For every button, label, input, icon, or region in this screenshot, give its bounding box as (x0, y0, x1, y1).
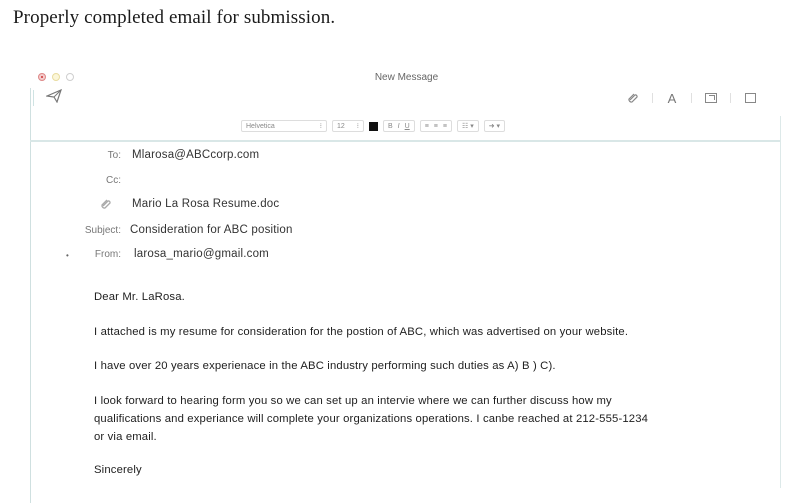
chevron-updown-icon: ⁝ (319, 123, 322, 130)
list-icon: ☷ ▾ (461, 123, 474, 130)
to-label: To: (107, 150, 121, 161)
photo-browser-button[interactable] (696, 90, 726, 106)
indent-button[interactable] (484, 120, 505, 132)
font-size-value: 12 (337, 122, 345, 130)
to-field[interactable]: Mlarosa@ABCcorp.com (132, 149, 260, 161)
from-account-select[interactable]: larosa_mario@gmail.com (134, 248, 269, 260)
attach-button[interactable] (618, 90, 648, 106)
indent-arrow-icon: ➜ ▾ (488, 123, 501, 130)
underline-button[interactable]: U (404, 122, 410, 130)
cc-label: Cc: (106, 175, 121, 186)
align-center-button[interactable]: ≡ (433, 122, 438, 130)
font-family-select[interactable] (241, 120, 327, 132)
from-account-bullet: • (66, 251, 69, 260)
body-paragraph-3-line-2: qualifications and experiance will complete your organizations operations. I canbe reached at 212-555-1234 (94, 413, 649, 425)
paperclip-icon (627, 92, 639, 104)
body-paragraph-3-line-3: or via email. (94, 431, 157, 443)
right-toolbar (618, 90, 765, 106)
cc-field[interactable] (132, 174, 532, 188)
body-paragraph-3-line-1: I look forward to hearing form you so we can set up an intervie where we can further discuss how my (94, 395, 612, 407)
italic-button[interactable]: I (397, 122, 400, 130)
window-frame-right (780, 116, 781, 488)
toolbar-separator (691, 93, 692, 103)
body-closing: Sincerely (94, 464, 142, 476)
from-label: From: (94, 249, 121, 260)
body-paragraph-1: I attached is my resume for consideration for the postion of ABC, which was advertised on your website. (94, 326, 629, 338)
list-style-button[interactable] (457, 120, 479, 132)
subject-label: Subject: (84, 225, 121, 236)
toolbar-separator (652, 93, 653, 103)
chevron-updown-icon: ⁝ (356, 123, 359, 130)
toolbar-separator (730, 93, 731, 103)
window-title: New Message (374, 72, 439, 83)
style-buttons-group (383, 120, 415, 132)
align-right-button[interactable]: ≡ (442, 122, 447, 130)
fonts-button[interactable] (657, 90, 687, 106)
bold-button[interactable]: B (388, 122, 393, 130)
subject-field[interactable]: Consideration for ABC position (130, 224, 293, 236)
attachment-file[interactable]: Mario La Rosa Resume.doc (132, 198, 280, 210)
body-paragraph-2: I have over 20 years experienace in the ABC industry performing such duties as A) B ) C). (94, 360, 556, 372)
stationery-icon (745, 93, 756, 103)
body-greeting: Dear Mr. LaRosa. (94, 291, 185, 303)
font-icon: A (667, 90, 677, 106)
window-frame-left (30, 88, 31, 503)
font-size-select[interactable] (332, 120, 364, 132)
alignment-buttons-group (420, 120, 452, 132)
page-caption: Properly completed email for submission. (13, 7, 336, 28)
format-bar (241, 120, 505, 132)
photo-browser-icon (705, 93, 717, 103)
toolbar-divider (33, 90, 34, 106)
align-left-button[interactable]: ≡ (424, 122, 429, 130)
stationery-button[interactable] (735, 90, 765, 106)
send-icon (46, 89, 62, 103)
send-button[interactable] (46, 89, 62, 103)
attachment-icon (100, 198, 112, 213)
font-family-value: Helvetica (246, 122, 275, 130)
text-color-button[interactable] (369, 122, 378, 131)
